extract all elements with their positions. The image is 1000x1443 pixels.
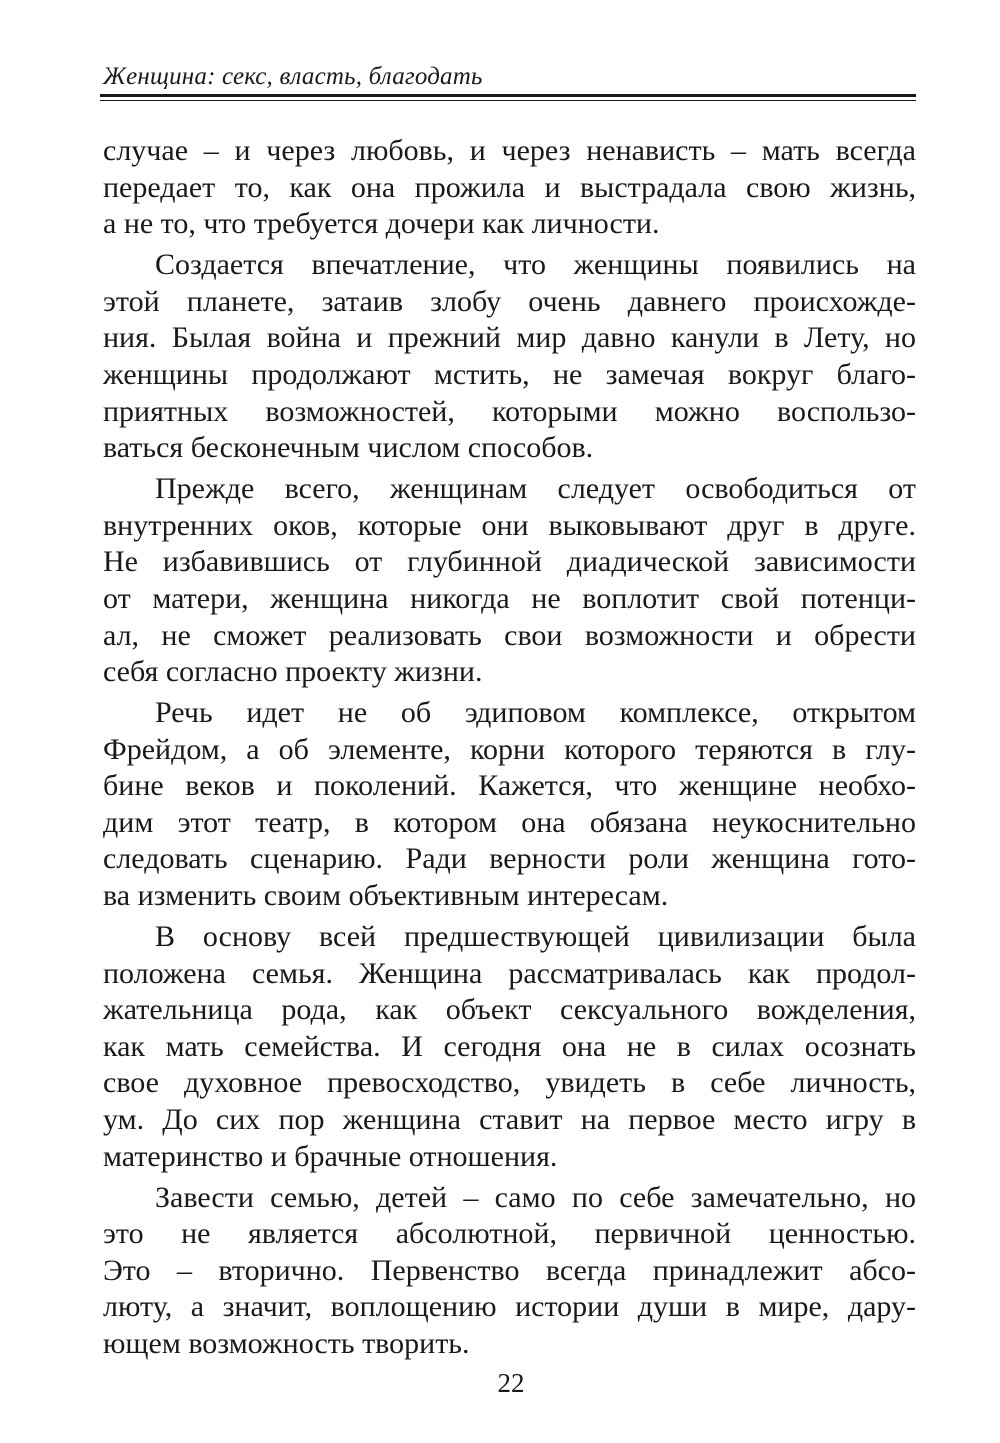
text-line: положена семья. Женщина рассматривалась как продол- — [103, 956, 916, 990]
text-line: этой планете, затаив злобу очень давнего происхожде- — [103, 284, 916, 318]
paragraph-3 — [103, 471, 916, 691]
text-line: свое духовное превосходство, увидеть в себе личность, — [103, 1066, 916, 1100]
paragraph-1 — [103, 133, 916, 243]
text-line: ал, не сможет реализовать свои возможности и обрести — [103, 618, 916, 652]
text-line: себя согласно проекту жизни. — [103, 655, 483, 689]
text-line: это не является абсолютной, первичной ценностью. — [103, 1217, 916, 1251]
header-rule-thick — [100, 94, 916, 97]
text-line: ваться бесконечным числом способов. — [103, 431, 594, 465]
header-rule-thin — [100, 100, 916, 101]
body-text — [103, 133, 916, 1367]
text-line: как мать семейства. И сегодня она не в силах осознать — [103, 1029, 916, 1063]
text-line: ва изменить своим объективным интересам. — [103, 879, 669, 913]
paragraph-5 — [103, 919, 916, 1175]
text-line: дим этот театр, в котором она обязана неукоснительно — [103, 805, 916, 839]
text-line: следовать сценарию. Ради верности роли женщина гото- — [103, 842, 916, 876]
text-line: жательница рода, как объект сексуального вожделения, — [103, 993, 916, 1027]
text-line: люту, а значит, воплощению истории души в мире, дару- — [103, 1290, 916, 1324]
text-line: Не избавившись от глубинной диадической зависимости — [103, 545, 916, 579]
text-line: Создается впечатление, что женщины появились на — [155, 248, 916, 282]
text-line: а не то, что требуется дочери как личности. — [103, 207, 660, 241]
text-line: В основу всей предшествующей цивилизации была — [155, 920, 916, 954]
text-line: ния. Былая война и прежний мир давно канули в Лету, но — [103, 321, 916, 355]
text-line: бине веков и поколений. Кажется, что женщине необхо- — [103, 769, 916, 803]
text-line: ющем возможность творить. — [103, 1326, 470, 1360]
text-line: от матери, женщина никогда не воплотит свой потенци- — [103, 581, 916, 615]
text-line: внутренних оков, которые они выковывают друг в друге. — [103, 508, 916, 542]
text-line: женщины продолжают мстить, не замечая вокруг благо- — [103, 357, 916, 391]
paragraph-4 — [103, 695, 916, 915]
text-line: ум. До сих пор женщина ставит на первое место игру в — [103, 1103, 916, 1136]
text-line: Прежде всего, женщинам следует освободиться от — [155, 472, 916, 506]
page-number: 22 — [497, 1368, 525, 1398]
text-line: Завести семью, детей – само по себе замечательно, но — [155, 1180, 916, 1214]
text-line: случае – и через любовь, и через ненависть – мать всегда — [103, 134, 916, 167]
text-line: приятных возможностей, которыми можно воспользо- — [103, 394, 916, 428]
paragraph-2 — [103, 247, 916, 467]
text-line: Это – вторично. Первенство всегда принадлежит абсо- — [103, 1253, 916, 1287]
text-line: Фрейдом, а об элементе, корни которого теряются в глу- — [103, 732, 916, 766]
paragraph-6 — [103, 1180, 916, 1363]
text-line: передает то, как она прожила и выстрадала свою жизнь, — [103, 170, 916, 204]
running-header-title: Женщина: секс, власть, благодать — [103, 63, 483, 90]
text-line: материнство и брачные отношения. — [103, 1139, 558, 1173]
text-line: Речь идет не об эдиповом комплексе, открытом — [155, 696, 916, 730]
